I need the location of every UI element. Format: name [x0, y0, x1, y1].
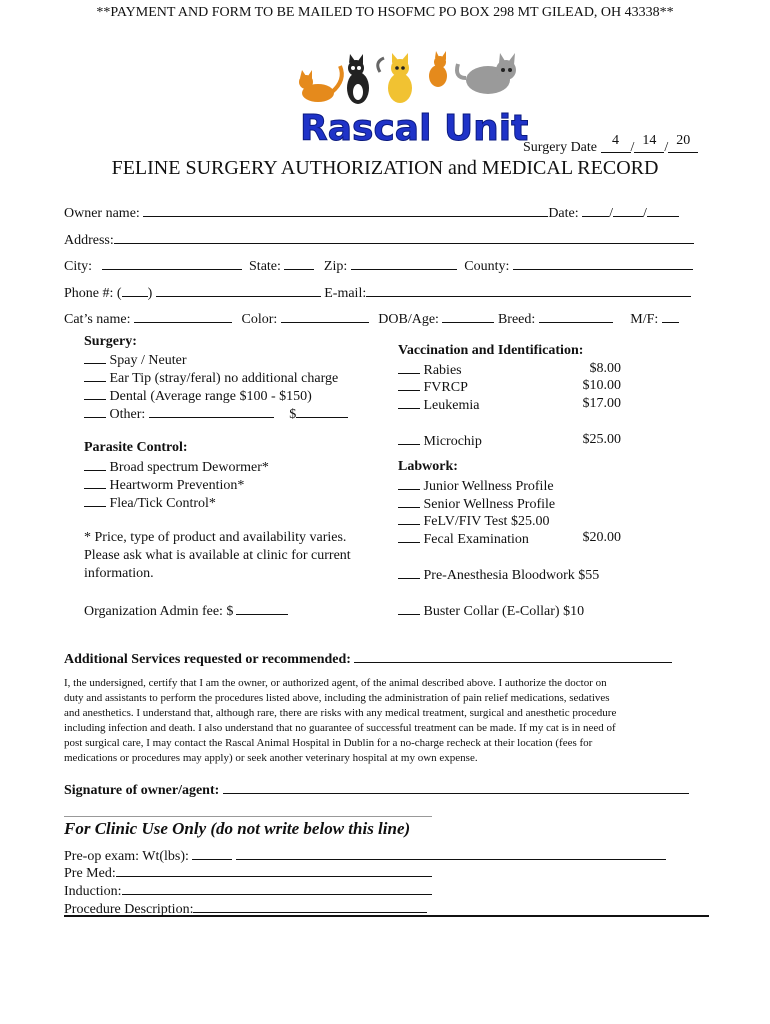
address-field[interactable] [114, 230, 694, 244]
phone-label: Phone #: ( [64, 286, 122, 301]
labwork-item [398, 529, 529, 548]
microchip-item [398, 431, 482, 450]
zip-label: Zip: [323, 259, 348, 274]
microchip-label: Microchip [423, 434, 482, 449]
consent-line: including infection and death. I also understand that no guarantee of successful treatment can be made. If my cat is in need of [64, 722, 616, 734]
labwork-heading: Labwork: [398, 459, 458, 474]
date-month-field[interactable] [582, 203, 609, 217]
rabies-checkbox[interactable] [398, 360, 420, 374]
ear-tip-checkbox[interactable] [84, 368, 106, 382]
felv-fiv-checkbox[interactable] [398, 511, 420, 525]
mf-label: M/F: [630, 312, 659, 327]
city-field[interactable] [102, 256, 242, 270]
premed-row [64, 863, 432, 882]
dewormer-label: Broad spectrum Dewormer* [109, 460, 269, 475]
phone-row [64, 283, 691, 302]
induction-field[interactable] [122, 881, 432, 895]
flea-tick-checkbox[interactable] [84, 493, 106, 507]
breed-field[interactable] [539, 309, 613, 323]
surgery-date-month: 4 [612, 133, 619, 148]
other-price-symbol: $ [289, 407, 297, 422]
surgery-heading: Surgery: [84, 334, 137, 349]
state-label: State: [249, 259, 281, 274]
other-field[interactable] [149, 404, 274, 418]
vaccination-heading: Vaccination and Identification: [398, 343, 584, 358]
surgery-item [84, 350, 186, 369]
heartworm-label: Heartworm Prevention* [109, 478, 245, 493]
bottom-rule [64, 915, 709, 917]
cat-row [64, 309, 679, 328]
junior-wellness-checkbox[interactable] [398, 476, 420, 490]
page-title: FELINE SURGERY AUTHORIZATION and MEDICAL RECORD [111, 157, 659, 179]
cat-name-field[interactable] [134, 309, 232, 323]
owner-name-field[interactable] [143, 203, 548, 217]
admin-fee-row [84, 601, 288, 620]
premed-field[interactable] [116, 863, 432, 877]
buster-collar-label: Buster Collar (E-Collar) $10 [423, 604, 585, 619]
dob-field[interactable] [442, 309, 494, 323]
divider [64, 816, 432, 817]
date-label: Date: [548, 206, 579, 221]
spay-label: Spay / Neuter [109, 353, 187, 368]
felv-fiv-label: FeLV/FIV Test $25.00 [423, 514, 550, 529]
leukemia-label: Leukemia [423, 398, 480, 413]
preop-label: Pre-op exam: Wt(lbs): [64, 849, 189, 864]
microchip-checkbox[interactable] [398, 431, 420, 445]
date-year-field[interactable] [647, 203, 679, 217]
buster-collar-checkbox[interactable] [398, 601, 420, 615]
parasite-item [84, 493, 216, 512]
flea-tick-label: Flea/Tick Control* [109, 496, 216, 511]
county-field[interactable] [513, 256, 693, 270]
dewormer-checkbox[interactable] [84, 457, 106, 471]
induction-row [64, 881, 432, 900]
procedure-label: Procedure Description: [64, 902, 194, 917]
procedure-field[interactable] [193, 899, 427, 913]
labwork-item [398, 511, 549, 530]
admin-fee-field[interactable] [236, 601, 288, 615]
color-field[interactable] [281, 309, 369, 323]
mf-field[interactable] [662, 309, 679, 323]
email-field[interactable] [366, 283, 691, 297]
date-day-field[interactable] [613, 203, 643, 217]
address-row [64, 230, 694, 249]
rascal-unit-logo [288, 48, 528, 148]
surgery-date-label: Surgery Date [523, 140, 597, 155]
city-row [64, 256, 693, 275]
heartworm-checkbox[interactable] [84, 475, 106, 489]
surgery-date-month-field[interactable] [601, 133, 631, 153]
owner-name-row: Owner name: Date: / / [64, 203, 679, 222]
preanesthesia-label: Pre-Anesthesia Bloodwork $55 [423, 568, 600, 583]
consent-line: medications or procedures may apply) or seek another veterinary hospital at my own expense. [64, 752, 478, 764]
microchip-price: $25.00 [582, 432, 621, 447]
consent-line: I, the undersigned, certify that I am the owner, or authorized agent, of the animal described above. I authorize the doctor on [64, 677, 607, 689]
senior-wellness-label: Senior Wellness Profile [423, 497, 556, 512]
cats-illustration-icon [288, 48, 528, 148]
price-note-line: * Price, type of product and availability varies. [84, 530, 347, 545]
county-label: County: [464, 259, 510, 274]
signature-row [64, 780, 689, 799]
cat-name-label: Cat’s name: [64, 312, 131, 327]
surgery-date: Surgery Date 4 / 14 / 20 [523, 139, 698, 156]
vaccine-item [398, 377, 468, 396]
city-label: City: [64, 259, 93, 274]
surgery-date-year-field[interactable] [668, 133, 698, 153]
surgery-date-day: 14 [642, 133, 657, 148]
signature-field[interactable] [223, 780, 689, 794]
dental-checkbox[interactable] [84, 386, 106, 400]
additional-services-label: Additional Services requested or recommended: [64, 652, 351, 667]
zip-field[interactable] [351, 256, 457, 270]
rabies-price: $8.00 [589, 361, 621, 376]
phone-area-field[interactable] [122, 283, 148, 297]
fecal-label: Fecal Examination [423, 532, 529, 547]
induction-label: Induction: [64, 884, 122, 899]
preop-weight-field[interactable] [192, 846, 232, 860]
address-label: Address: [64, 233, 114, 248]
consent-line: duty and assistants to perform the procedures listed above, including the administration of pain relief medications, sedatives [64, 692, 610, 704]
surgery-item [84, 386, 312, 405]
vaccine-item [398, 395, 479, 414]
dental-label: Dental (Average range $100 - $150) [109, 389, 312, 404]
ear-tip-label: Ear Tip (stray/feral) no additional charge [109, 371, 339, 386]
fecal-price: $20.00 [582, 530, 621, 545]
state-field[interactable] [284, 256, 314, 270]
phone-field[interactable] [156, 283, 321, 297]
labwork-item [398, 476, 554, 495]
surgery-date-day-field[interactable] [634, 133, 664, 153]
consent-line: post surgical care, I may contact the Rascal Animal Hospital in Dublin for a no-charge recheck at their location (fees for [64, 737, 593, 749]
fvrcp-price: $10.00 [582, 378, 621, 393]
preanesthesia-item [398, 565, 599, 584]
parasite-item [84, 475, 244, 494]
fecal-checkbox[interactable] [398, 529, 420, 543]
fvrcp-label: FVRCP [423, 380, 468, 395]
senior-wellness-checkbox[interactable] [398, 494, 420, 508]
price-note-line: information. [84, 566, 154, 581]
spay-checkbox[interactable] [84, 350, 106, 364]
clinic-use-heading: For Clinic Use Only (do not write below this line) [64, 819, 411, 838]
parasite-item [84, 457, 269, 476]
consent-line: and anesthetics. I understand that, although rare, there are risks with any medical treatment, surgical and anesthetic procedure [64, 707, 617, 719]
leukemia-checkbox[interactable] [398, 395, 420, 409]
admin-fee-label: Organization Admin fee: $ [84, 604, 234, 619]
logo-text: Rascal Unit [300, 108, 528, 148]
rabies-label: Rabies [423, 363, 462, 378]
other-price-field[interactable] [296, 404, 348, 418]
phone-close-paren: ) [147, 286, 153, 301]
dob-label: DOB/Age: [378, 312, 439, 327]
surgery-date-year: 20 [676, 133, 691, 148]
leukemia-price: $17.00 [582, 396, 621, 411]
owner-name-label: Owner name: [64, 206, 140, 221]
preanesthesia-checkbox[interactable] [398, 565, 420, 579]
mail-notice: **PAYMENT AND FORM TO BE MAILED TO HSOFMC PO BOX 298 MT GILEAD, OH 43338** [96, 5, 674, 20]
additional-services-field[interactable] [354, 649, 672, 663]
premed-label: Pre Med: [64, 866, 116, 881]
buster-collar-item [398, 601, 584, 620]
other-checkbox[interactable] [84, 404, 106, 418]
preop-notes-field[interactable] [236, 846, 666, 860]
junior-wellness-label: Junior Wellness Profile [423, 479, 554, 494]
surgery-item [84, 368, 338, 387]
breed-label: Breed: [497, 312, 536, 327]
other-label: Other: [109, 407, 146, 422]
signature-label: Signature of owner/agent: [64, 783, 220, 798]
price-note-line: Please ask what is available at clinic for current [84, 548, 351, 563]
color-label: Color: [241, 312, 278, 327]
surgery-item [84, 404, 348, 423]
additional-services-row [64, 649, 672, 668]
email-label: E-mail: [324, 286, 367, 301]
fvrcp-checkbox[interactable] [398, 377, 420, 391]
parasite-heading: Parasite Control: [84, 440, 188, 455]
